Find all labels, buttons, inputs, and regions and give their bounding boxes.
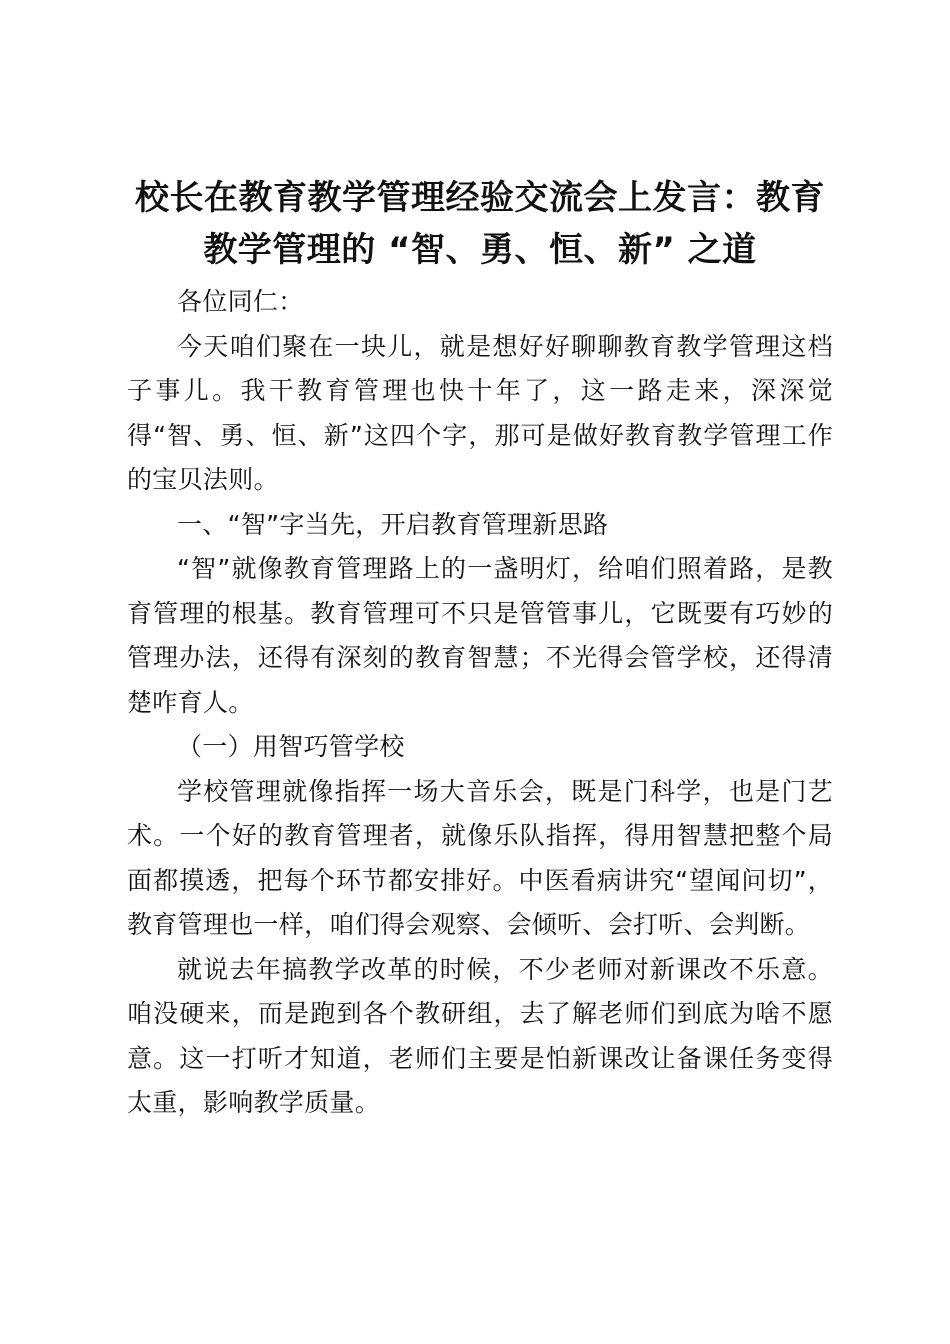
paragraph-school-management: 学校管理就像指挥一场大音乐会，既是门科学，也是门艺术。一个好的教育管理者，就像乐队指挥，得用智慧把整个局面都摸透，把每个环节都安排好。中医看病讲究“望闻问切”，教育管理也一样，咱们得会观察、会倾听、会打听、会判断。: [127, 776, 833, 939]
document-title: [127, 172, 833, 276]
salutation: 各位同仁：: [177, 287, 304, 316]
title-line-1: 校长在教育教学管理经验交流会上发言：教育: [135, 178, 825, 218]
paragraph-wisdom: “智”就像教育管理路上的一盏明灯，给咱们照着路，是教育管理的根基。教育管理可不只是管管事儿，它既要有巧妙的管理办法，还得有深刻的教育智慧；不光得会管学校，还得清楚咋育人。: [127, 554, 833, 717]
paragraph-reform-example: 就说去年搞教学改革的时候，不少老师对新课改不乐意。咱没硬来，而是跑到各个教研组，去了解老师们到底为啥不愿意。这一打听才知道，老师们主要是怕新课改让备课任务变得太重，影响教学质量。: [127, 954, 833, 1117]
section-heading-1: 一、“智”字当先，开启教育管理新思路: [177, 509, 609, 539]
paragraph-intro: 今天咱们聚在一块儿，就是想好好聊聊教育教学管理这档子事儿。我干教育管理也快十年了，这一路走来，深深觉得“智、勇、恒、新”这四个字，那可是做好教育教学管理工作的宝贝法则。: [127, 331, 833, 494]
subsection-heading-1: （一）用智巧管学校: [177, 732, 405, 761]
title-line-2: 教学管理的 “智、勇、恒、新” 之道: [203, 230, 757, 270]
document-body: [127, 172, 833, 1126]
